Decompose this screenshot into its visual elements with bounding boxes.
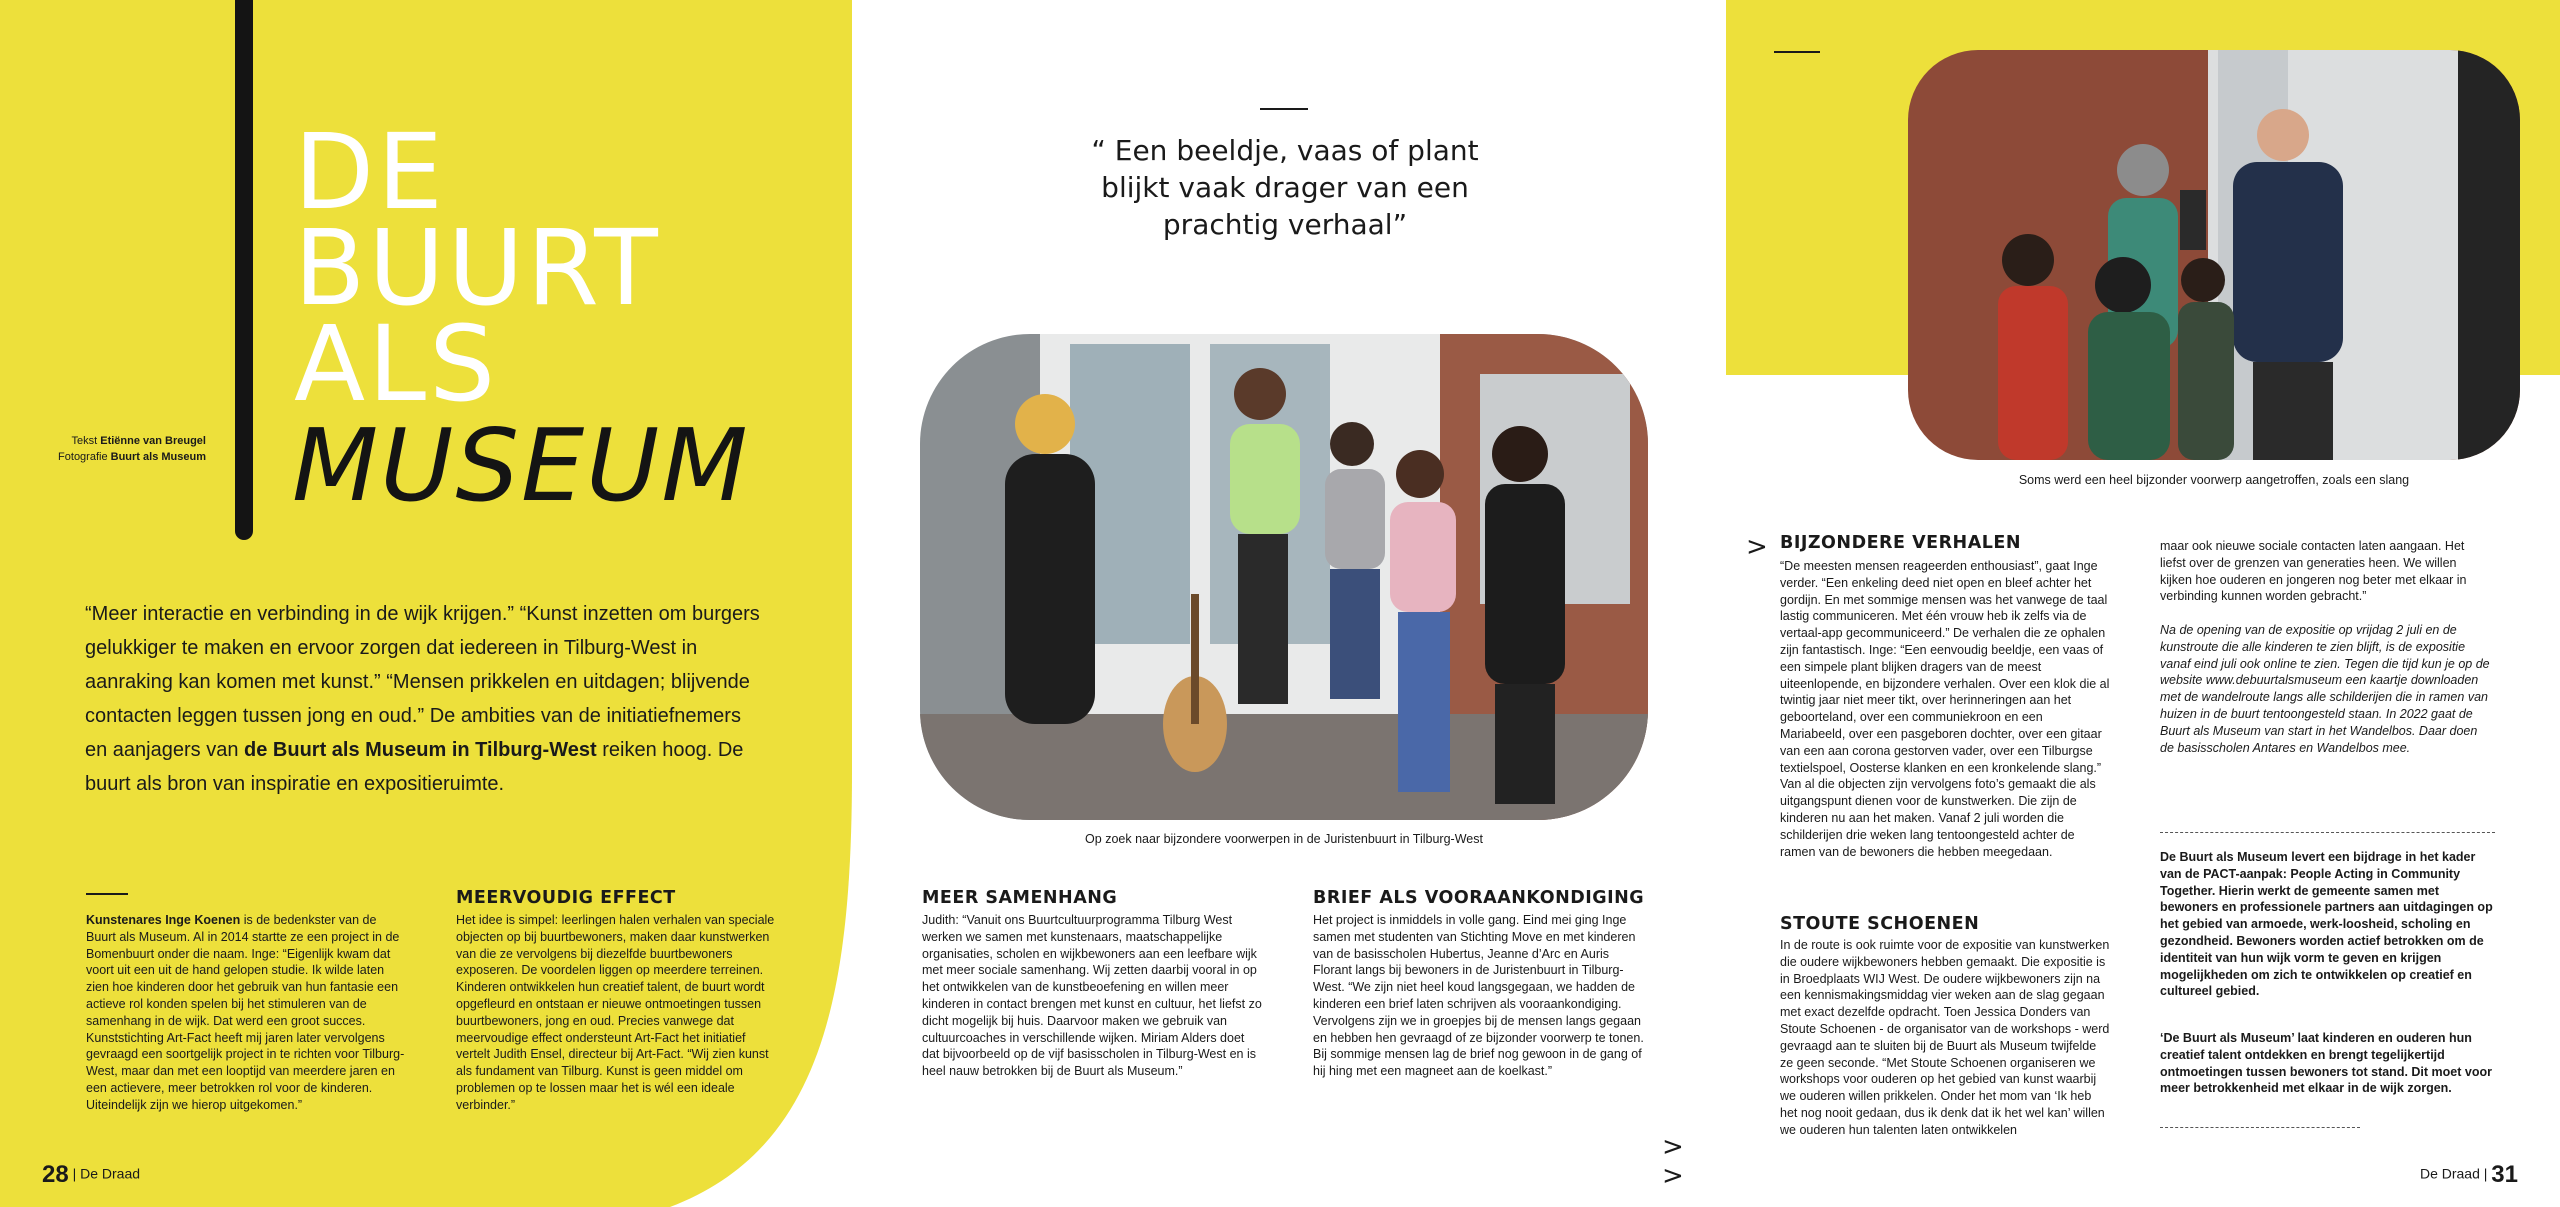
photo-children-juristenbuurt	[920, 334, 1648, 820]
middle-column-2: Het project is inmiddels in volle gang. Eind mei ging Inge samen met studenten van Stichting Move en met kinderen van de basisscholen Hubertus, Jeanne d’Arc en Auris Florant langs bij bewoners in de Juristenbuurt in Tilburg-West. “We zijn niet heel koud langsgegaan, we hadden de kinderen een brief laten schrijven als vooraankondiging. Vervolgens zijn we in groepjes bij de mensen langs gegaan en hebben hen gevraagd of ze bijzonder voorwerp te tonen. Bij sommige mensen lag de brief nog gewoon in de gang of hij hing met een magneet aan de koelkast.”	[1313, 913, 1644, 1079]
title-line-4: MUSEUM	[292, 407, 750, 524]
middle-column-1: Judith: “Vanuit ons Buurtcultuurprogramma Tilburg West werken we samen met kunstenaars, maatschappelijke organisaties, scholen en wijkbewoners aan een leefbare wijk met meer sociale samenhang. Wij zetten daarbij vooral in op het ontwikkelen van de kunstbeoefening en willen meer kinderen in contact brengen met kunst en cultuur, het liefst zo dicht mogelijk bij huis. Daarvoor maken we gebruik van cultuurcoaches in verschillende wijken. Miriam Alders doet dat bijvoorbeeld op de vijf basisscholen in Tilburg-West en is heel nauw betrokken bij de Buurt als Museum.”	[922, 913, 1262, 1079]
title-line-2: BUURT	[294, 207, 661, 329]
right-column-2-italic: Na de opening van de expositie op vrijdag 2 juli en de kunstroute die alle kinderen te zien blijft, is de expositie vanaf eind juli ook online te zien. Tegen die tijd kun je op de website www.debuurtalsmuseum een kaartje downloaden met de wandelroute langs alle schilderijen die in ramen van huizen in de buurt tentoongesteld staan. In 2022 gaat de Buurt als Museum van start in het Wandelbos. Daar doen de basisscholen Antares en Wandelbos mee.	[2160, 623, 2490, 755]
folio-right	[2420, 1161, 2518, 1189]
photo-children-illustration	[920, 334, 1648, 820]
photo-snake-doorway	[1908, 50, 2520, 460]
pact-box-paragraph-1: De Buurt als Museum levert een bijdrage in het kader van de PACT-aanpak: People Acting in Community Together. Hierin werkt de gemeente samen met bewoners en professionele partners aan uitdagingen op het gebied van armoede, werk-loosheid, scholing en gezondheid. Bewoners worden actief betrokken om de identiteit van hun wijk vorm te geven en krijgen mogelijkheden om zich te ontwikkelen op creatief en cultureel gebied.	[2160, 850, 2493, 999]
intro-part-1: “Meer interactie en verbinding in de wijk krijgen.” “Kunst inzetten om burgers gelukkiger te maken en ervoor zorgen dat iedereen in Tilburg-West in aanraking kan komen met kunst.” “Mensen prikkelen en uitdagen; blijvende contacten leggen tussen jong en oud.” De ambities van de initiatiefnemers en aanjagers van	[85, 603, 760, 761]
title-vertical-bar	[235, 0, 253, 540]
right-photo-caption: Soms werd een heel bijzonder voorwerp aangetroffen, zoals een slang	[2018, 473, 2410, 487]
continue-chevron-2: >	[1662, 1161, 1684, 1191]
credit-text-label: Tekst	[71, 435, 98, 447]
folio-label-right: De Draad |	[2419, 1165, 2488, 1182]
intro-part-2: reiken hoog. De buurt als bron van inspiratie en expositieruimte.	[85, 739, 744, 795]
right-column-1-text-1: “De meesten mensen reageerden enthousiast”, gaat Inge verder. “Een enkeling deed niet open en bleef achter het gordijn. En met sommige mensen was het vanwege de taal lastig communiceren. Met één vrouw heb ik zelfs via de vertaal-app gecommuniceerd.” De verhalen die ze ophalen zijn fantastisch. Inge: “Een eenvoudig beeldje, een vaas of een simpele plant blijken dragers van de meest uiteenlopende, en bijzondere verhalen. Over een klok die al twintig jaar niet meer tikt, over herinneringen aan het geboorteland, over een communiekroon en een Mariabeeld, over een pasgeboren dochter, over een gitaar van een aan corona gestorven vader, over een Tilburgse textielspoel, Oosterse klanken en een kronkelende slang.” Van al die objecten zijn vervolgens foto’s gemaakt die als uitgangspunt dienen voor de kunstwerken. Die zijn de kinderen nu aan het maken. Vanaf 2 juli worden die schilderijen drie weken lang tentoongesteld achter de ramen van de bewoners die hebben meegedaan.	[1780, 559, 2110, 859]
right-top-rule	[1774, 51, 1820, 53]
intro-paragraph	[85, 597, 765, 801]
heading-meer-samenhang: MEER SAMENHANG	[922, 888, 1118, 908]
page-number-left: 28	[42, 1161, 69, 1188]
folio-label-left: | De Draad	[72, 1165, 141, 1182]
right-column-1-text-2: In de route is ook ruimte voor de expositie van kunstwerken die oudere wijkbewoners hebben gemaakt. Die expositie is in Broedplaats WIJ West. De oudere wijkbewoners zijn na een kennismakingsmiddag vier weken aan de slag gegaan met exact dezelfde opdracht. Toen Jessica Donders van Stoute Schoenen - de organisator van de workshops - werd gevraagd aan te sluiten bij de Buurt als Museum twijfelde ze geen seconde. “Met Stoute Schoenen organiseren we workshops voor ouderen op het gebied van kunst waarbij we ouderen willen prikkelen. Onder het mom van ‘Ik heb het nog nooit gedaan, dus ik denk dat ik het wel kan’ willen we ouderen hun talenten laten ontwikkelen	[1780, 938, 2110, 1137]
page-number-right: 31	[2491, 1161, 2518, 1188]
heading-stoute-schoenen: STOUTE SCHOENEN	[1780, 914, 1980, 934]
column-rule	[86, 893, 128, 895]
left-column-2: Het idee is simpel: leerlingen halen verhalen van speciale objecten op bij buurtbewoners, maken daar kunstwerken van die ze vervolgens bij diezelfde buurtbewoners exposeren. De voordelen liggen op meerdere terreinen. Kinderen ontwikkelen hun creatief talent, de buurt wordt opgefleurd en ontstaan er nieuwe ontmoetingen tussen buurtbewoners, jong en oud. Precies vanwege dat meervoudige effect ondersteunt Art-Fact het initiatief vertelt Judith Ensel, directeur bij Art-Fact. “Wij zien kunst als fundament van Tilburg. Kunst is geen middel om problemen op te lossen maar het is wél een ideale verbinder.”	[456, 913, 775, 1112]
pull-quote: “ Een beeldje, vaas of plant blijkt vaak drager van een prachtig verhaal”	[1091, 134, 1479, 241]
credit-text-name: Etiënne van Breugel	[100, 435, 206, 447]
folio-left	[42, 1161, 140, 1189]
box-dashed-top	[2160, 832, 2495, 833]
heading-meervoudig-effect: MEERVOUDIG EFFECT	[456, 888, 676, 908]
middle-photo-caption: Op zoek naar bijzondere voorwerpen in de Juristenbuurt in Tilburg-West	[1085, 832, 1483, 846]
box-dashed-bottom	[2160, 1127, 2360, 1128]
title-line-3: ALS	[294, 303, 499, 425]
heading-bijzondere-verhalen: BIJZONDERE VERHALEN	[1780, 533, 2021, 553]
continue-chevron-1: >	[1662, 1132, 1684, 1162]
quote-rule	[1260, 108, 1308, 110]
credit-photo-name: Buurt als Museum	[110, 451, 206, 463]
section-chevron: >	[1746, 532, 1768, 562]
left-column-1	[86, 912, 406, 1114]
right-column-2-text-1: maar ook nieuwe sociale contacten laten aangaan. Het liefst over de grenzen van generaties heen. We willen kijken hoe ouderen en jongeren nog beter met elkaar in verbinding kunnen worden gebracht.”	[2160, 539, 2467, 604]
col1-body: is de bedenkster van de Buurt als Museum. Al in 2014 startte ze een project in de Bomenbuurt onder die naam. Inge: “Eigenlijk kwam dat voort uit een uit de hand gelopen studie. Ik wilde laten zien hoe kinderen door het gebruik van hun fantasie een actieve rol konden spelen bij het stimuleren van de samenhang in de wijk. Dat werd een groot succes. Kunststichting Art-Fact heeft mij jaren later vervolgens gevraagd een soortgelijk project in te richten voor Tilburg-West, maar dan met een looptijd van meerdere jaren en een actievere, meer betrokken rol voor de kinderen. Uiteindelijk zijn we hierop uitgekomen.”	[86, 913, 405, 1112]
col1-bold-lead: Kunstenares Inge Koenen	[86, 913, 241, 927]
credits	[58, 433, 206, 465]
heading-brief-als-vooraankondiging: BRIEF ALS VOORAANKONDIGING	[1313, 888, 1645, 908]
credit-photo-label: Fotografie	[58, 451, 108, 463]
pact-box-paragraph-2: ‘De Buurt als Museum’ laat kinderen en ouderen hun creatief talent ontdekken en brengt tegelijkertijd ontmoetingen tussen bewoners tot stand. Dit moet voor meer betrokkenheid met elkaar in de wijk zorgen.	[2160, 1031, 2492, 1096]
photo-snake-illustration	[1908, 50, 2520, 460]
title-line-1: DE	[294, 111, 446, 233]
intro-bold: de Buurt als Museum in Tilburg-West	[244, 739, 597, 761]
